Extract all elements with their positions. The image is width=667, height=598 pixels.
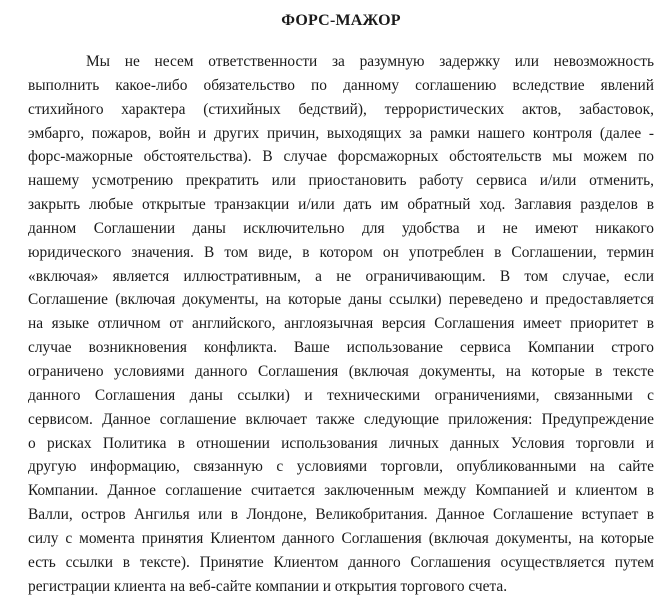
force-majeure-paragraph <box>28 50 654 598</box>
paragraph-line: силу с момента принятия Клиентом данного Соглашения (включая документы, на которые <box>28 529 654 547</box>
paragraph-line: данного Соглашения даны ссылки) и техническими ограничениями, связанными с <box>28 386 654 404</box>
document-title: ФОРС-МАЖОР <box>281 12 401 29</box>
paragraph-line: другую информацию, связанную с условиями торговли, опубликованными на сайте <box>28 458 654 476</box>
paragraph-line: ограничено условиями данного Соглашения (включая документы, на которые в тексте <box>28 362 654 380</box>
document-page <box>28 10 654 598</box>
paragraph-line: Компании. Данное соглашение считается заключенным между Компанией и клиентом в <box>28 482 654 500</box>
paragraph-line: регистрации клиента на веб-сайте компании и открытия торгового счета. <box>28 577 508 595</box>
paragraph-line: Мы не несем ответственности за разумную задержку или невозможность <box>86 53 654 70</box>
paragraph-line: нашему усмотрению прекратить или приостановить работу сервиса и/или отменить, <box>28 172 654 190</box>
paragraph-line: сервисом. Данное соглашение включает также следующие приложения: Предупреждение <box>28 410 654 428</box>
paragraph-line: форс-мажорные обстоятельства). В случае форсмажорных обстоятельств мы можем по <box>28 148 654 166</box>
paragraph-line: юридического значения. В том виде, в котором он употреблен в Соглашении, термин <box>28 243 654 261</box>
paragraph-line: Валли, остров Ангилья или в Лондоне, Великобритания. Данное Соглашение вступает в <box>28 506 654 524</box>
paragraph-line: данном Соглашении даны исключительно для удобства и не имеют никакого <box>28 219 654 237</box>
paragraph-line: «включая» является иллюстративным, а не ограничивающим. В том случае, если <box>28 267 654 285</box>
paragraph-line: о рисках Политика в отношении использования личных данных Условия торговли и <box>28 434 654 452</box>
paragraph-line: на языке отличном от английского, англоязычная версия Соглашения имеет приоритет в <box>28 315 654 333</box>
paragraph-line: выполнить какое-либо обязательство по данному соглашению вследствие явлений <box>28 76 654 94</box>
paragraph-line: эмбарго, пожаров, войн и других причин, выходящих за рамки нашего контроля (далее - <box>28 124 654 142</box>
paragraph-line: есть ссылки в тексте). Принятие Клиентом данного Соглашения осуществляется путем <box>28 553 654 571</box>
paragraph-line: Соглашение (включая документы, на которые даны ссылки) переведено и предоставляется <box>28 291 654 309</box>
paragraph-line: стихийного характера (стихийных бедствий), террористических актов, забастовок, <box>28 100 654 118</box>
paragraph-line: закрыть любые открытые транзакции и/или дать им обратный ход. Заглавия разделов в <box>28 196 654 214</box>
paragraph-line: случае возникновения конфликта. Ваше использование сервиса Компании строго <box>28 339 654 357</box>
